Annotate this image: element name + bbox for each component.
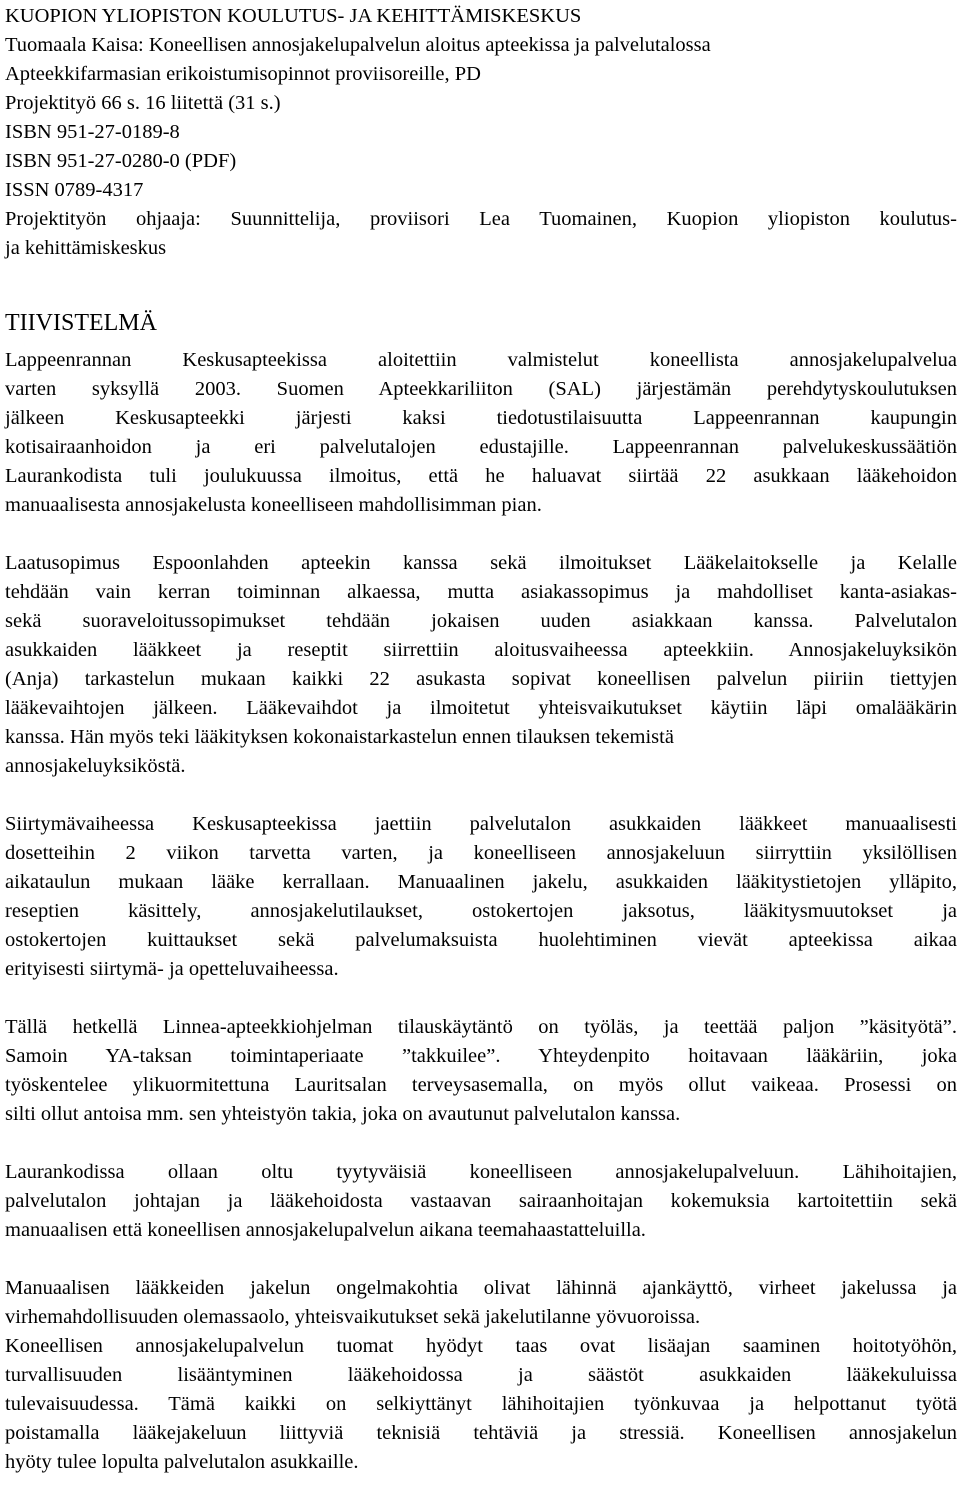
supervisor-line-2: ja kehittämiskeskus bbox=[5, 237, 167, 259]
document-page bbox=[5, 0, 957, 1477]
paragraph-line: Laurankodista tuli joulukuussa ilmoitus, että he haluavat siirtää 22 asukkaan lääkehoidon bbox=[5, 465, 957, 487]
paragraph-line: Tällä hetkellä Linnea-apteekkiohjelman tilauskäytäntö on työläs, ja teettää paljon ”käsityötä”. bbox=[5, 1016, 957, 1038]
paragraph-line: palvelutalon johtajan ja lääkehoidosta vastaavan sairaanhoitajan kokemuksia kartoitettiin sekä bbox=[5, 1190, 957, 1212]
paragraph-line: varten syksyllä 2003. Suomen Apteekkariliiton (SAL) järjestämän perehdytyskoulutuksen bbox=[5, 378, 957, 400]
paragraph-line: Laatusopimus Espoonlahden apteekin kanssa sekä ilmoitukset Lääkelaitokselle ja Kelalle bbox=[5, 552, 957, 574]
paragraph-line: Manuaalisen lääkkeiden jakelun ongelmakohtia olivat lähinnä ajankäyttö, virheet jakelussa ja bbox=[5, 1277, 957, 1299]
paragraph-line: Samoin YA-taksan toimintaperiaate ”takkuilee”. Yhteydenpito hoitavaan lääkäriin, joka bbox=[5, 1045, 957, 1067]
paragraph-line: jälkeen Keskusapteekki järjesti kaksi tiedotustilaisuutta Lappeenrannan kaupungin bbox=[5, 407, 957, 429]
abstract-paragraph-2 bbox=[5, 549, 957, 781]
abstract-heading: TIIVISTELMÄ bbox=[5, 310, 157, 336]
paragraph-line: sekä suoraveloitussopimukset tehdään jokaisen uuden asiakkaan kanssa. Palvelutalon bbox=[5, 610, 957, 632]
paragraph-line: asukkaiden lääkkeet ja reseptit siirrettiin aloitusvaiheessa apteekkiin. Annosjakeluyksikön bbox=[5, 639, 957, 661]
paragraph-line: turvallisuuden lisääntyminen lääkehoidossa ja säästöt asukkaiden lääkekuluissa bbox=[5, 1364, 957, 1386]
paragraph-line: manuaalisen että koneellisen annosjakelupalvelun aikana teemahaastatteluilla. bbox=[5, 1219, 646, 1241]
program-line: Apteekkifarmasian erikoistumisopinnot proviisoreille, PD bbox=[5, 63, 481, 85]
paragraph-line: virhemahdollisuuden olemassaolo, yhteisvaikutukset sekä jakelutilanne yövuoroissa. bbox=[5, 1306, 701, 1328]
paragraph-line: annosjakeluyksiköstä. bbox=[5, 755, 186, 777]
author-title-line: Tuomaala Kaisa: Koneellisen annosjakelupalvelun aloitus apteekissa ja palvelutalossa bbox=[5, 34, 711, 56]
paragraph-line: Lappeenrannan Keskusapteekissa aloitettiin valmistelut koneellista annosjakelupalvelua bbox=[5, 349, 957, 371]
abstract-body bbox=[5, 346, 957, 1477]
paragraph-line: tulevaisuudessa. Tämä kaikki on selkiyttänyt lähihoitajien työnkuvaa ja helpottanut työtä bbox=[5, 1393, 957, 1415]
abstract-paragraph-5 bbox=[5, 1158, 957, 1245]
paragraph-line: aikataulun mukaan lääke kerrallaan. Manuaalinen jakelu, asukkaiden lääkitystietojen ylläpito, bbox=[5, 871, 957, 893]
paragraph-line: työskentelee ylikuormitettuna Lauritsalan terveysasemalla, on myös ollut vaikeaa. Prosessi on bbox=[5, 1074, 957, 1096]
isbn-print-line: ISBN 951-27-0189-8 bbox=[5, 121, 180, 143]
paragraph-line: manuaalisesta annosjakelusta koneelliseen mahdollisimman pian. bbox=[5, 494, 542, 516]
abstract-paragraph-3 bbox=[5, 810, 957, 984]
paragraph-line: lääkevaihtojen jälkeen. Lääkevaihdot ja ilmoitetut yhteisvaikutukset käytiin läpi omalääkärin bbox=[5, 697, 957, 719]
paragraph-line: ostokertojen kuittaukset sekä palvelumaksuista huolehtiminen vievät apteekissa aikaa bbox=[5, 929, 957, 951]
supervisor-line-1: Projektityön ohjaaja: Suunnittelija, proviisori Lea Tuomainen, Kuopion yliopiston koulutus- bbox=[5, 208, 957, 230]
paragraph-line: poistamalla lääkejakeluun liittyviä teknisiä tehtäviä ja stressiä. Koneellisen annosjakelun bbox=[5, 1422, 957, 1444]
extent-line: Projektityö 66 s. 16 liitettä (31 s.) bbox=[5, 92, 281, 114]
issn-line: ISSN 0789-4317 bbox=[5, 179, 144, 201]
paragraph-line: kotisairaanhoidon ja eri palvelutalojen edustajille. Lappeenrannan palvelukeskussäätiön bbox=[5, 436, 957, 458]
abstract-paragraph-6 bbox=[5, 1274, 957, 1477]
institution-name: KUOPION YLIOPISTON KOULUTUS- JA KEHITTÄMISKESKUS bbox=[5, 5, 582, 27]
paragraph-line: hyöty tulee lopulta palvelutalon asukkaille. bbox=[5, 1451, 359, 1473]
paragraph-line: Laurankodissa ollaan oltu tyytyväisiä koneelliseen annosjakelupalveluun. Lähihoitajien, bbox=[5, 1161, 957, 1183]
abstract-paragraph-1 bbox=[5, 346, 957, 520]
paragraph-line: reseptien käsittely, annosjakelutilaukset, ostokertojen jaksotus, lääkitysmuutokset ja bbox=[5, 900, 957, 922]
paragraph-line: kanssa. Hän myös teki lääkityksen kokonaistarkastelun ennen tilauksen tekemistä bbox=[5, 726, 674, 748]
paragraph-line: erityisesti siirtymä- ja opetteluvaiheessa. bbox=[5, 958, 339, 980]
paragraph-line: Koneellisen annosjakelupalvelun tuomat hyödyt taas ovat lisäajan saaminen hoitotyöhön, bbox=[5, 1335, 957, 1357]
isbn-pdf-line: ISBN 951-27-0280-0 (PDF) bbox=[5, 150, 237, 172]
paragraph-line: tehdään vain kerran toiminnan alkaessa, mutta asiakassopimus ja mahdolliset kanta-asiakas- bbox=[5, 581, 957, 603]
abstract-paragraph-4 bbox=[5, 1013, 957, 1129]
paragraph-line: (Anja) tarkastelun mukaan kaikki 22 asukasta sopivat koneellisen palvelun piiriin tiettyjen bbox=[5, 668, 957, 690]
paragraph-line: Siirtymävaiheessa Keskusapteekissa jaettiin palvelutalon asukkaiden lääkkeet manuaalisesti bbox=[5, 813, 957, 835]
document-header bbox=[5, 2, 957, 263]
paragraph-line: silti ollut antoisa mm. sen yhteistyön takia, joka on avautunut palvelutalon kanssa. bbox=[5, 1103, 681, 1125]
paragraph-line: dosetteihin 2 viikon tarvetta varten, ja koneelliseen annosjakeluun siirryttiin yksilöllisen bbox=[5, 842, 957, 864]
